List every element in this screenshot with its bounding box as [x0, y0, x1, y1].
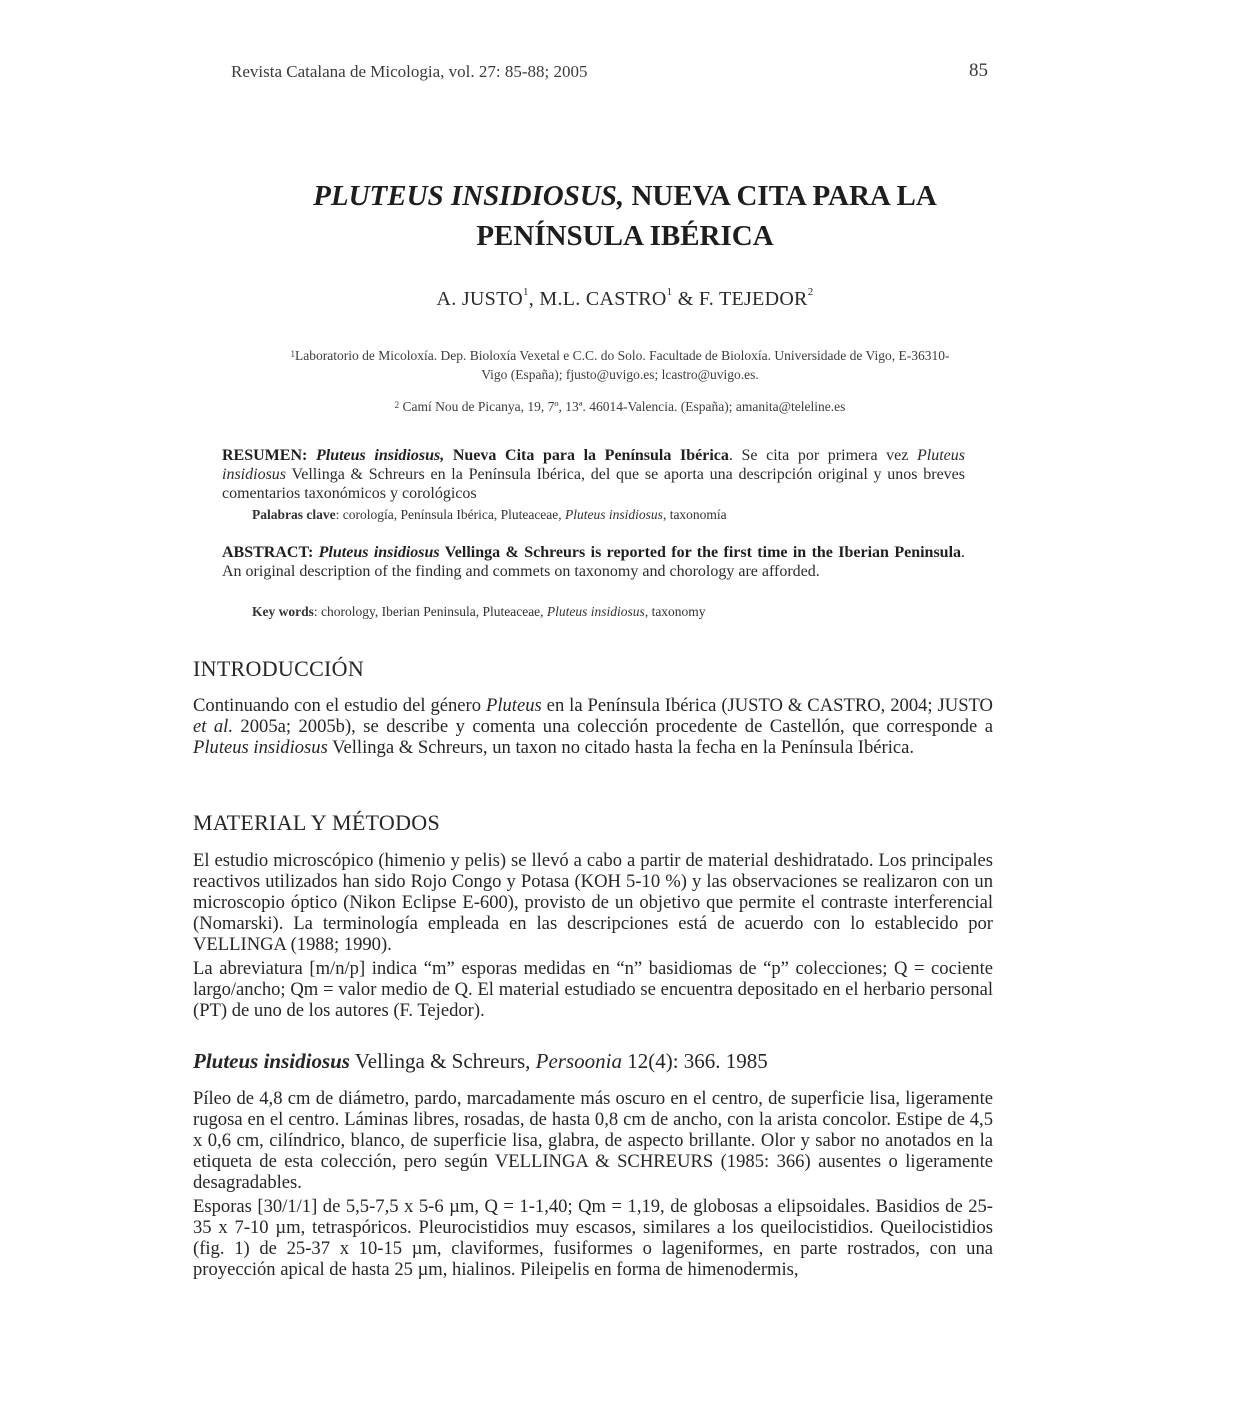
- author-1: A. JUSTO: [436, 288, 523, 310]
- author-3: & F. TEJEDOR: [672, 288, 808, 310]
- resumen-body-lead: . Se cita por primera vez: [728, 447, 918, 464]
- key-words-species: Pluteus insidiosus: [546, 604, 645, 619]
- abstract-label: ABSTRACT:: [222, 544, 314, 561]
- affiliation-1-line-1: [195, 347, 1045, 366]
- section-heading-introduccion: INTRODUCCIÓN: [193, 656, 365, 681]
- palabras-clave-text: : corología, Península Ibérica, Pluteaceae,: [335, 507, 566, 522]
- affiliation-2: [195, 398, 1045, 417]
- intro-genus: Pluteus: [485, 695, 542, 716]
- author-2-affil-mark: 1: [666, 286, 673, 298]
- intro-text-d: Vellinga & Schreurs, un taxon no citado hasta la fecha en la Península Ibérica.: [327, 737, 915, 758]
- intro-et-al: et al.: [193, 716, 233, 737]
- affiliation-2-mark: 2: [394, 400, 400, 410]
- page-number: 85: [969, 60, 988, 81]
- title-line1-rest: NUEVA CITA PARA LA: [624, 180, 937, 212]
- abstract-body: . An original description of the finding and commets on taxonomy and chorology are afforded.: [222, 544, 966, 580]
- abstract-bold-rest: Vellinga & Schreurs is reported for the first time in the Iberian Peninsula: [439, 544, 962, 561]
- species-description-2: Esporas [30/1/1] de 5,5-7,5 x 5-6 µm, Q = 1-1,40; Qm = 1,19, de globosas a elipsoidales. Basidios de 25-35 x 7-10 µm, tetraspóricos. Pleurocistidios muy escasos, similares a los queilocistidios. Queilocistidios (fig. 1) de 25-37 x 10-15 µm, claviformes, fusiformes o lageniformes, en parte rostrados, con una proyección apical de hasta 25 µm, hialinos. Pileipelis en forma de himenodermis,: [193, 1196, 993, 1280]
- intro-text-a: Continuando con el estudio del género: [193, 695, 486, 716]
- affiliation-2-text: Camí Nou de Picanya, 19, 7º, 13ª. 46014-Valencia. (España); amanita@teleline.es: [402, 399, 846, 414]
- author-1-affil-mark: 1: [522, 286, 529, 298]
- intro-text-c: 2005a; 2005b), se describe y comenta una colección procedente de Castellón, que corresponde a: [232, 716, 993, 737]
- material-paragraph-1: El estudio microscópico (himenio y pelis) se llevó a cabo a partir de material deshidratado. Los principales reactivos utilizados han sido Rojo Congo y Potasa (KOH 5-10 %) y las observaciones se realizaron con un microscopio óptico (Nikon Eclipse E-600), provisto de un objetivo que permite el contraste interferencial (Nomarski). La terminología empleada en las descripciones está de acuerdo con lo establecido por VELLINGA (1988; 1990).: [193, 850, 993, 955]
- resumen-title-species: Pluteus insidiosus,: [315, 447, 445, 464]
- resumen-label: RESUMEN:: [222, 447, 308, 464]
- author-2: , M.L. CASTRO: [528, 288, 667, 310]
- material-paragraph-2: La abreviatura [m/n/p] indica “m” esporas medidas en “n” basidiomas de “p” colecciones; Q = cociente largo/ancho; Qm = valor medio de Q. El material estudiado se encuentra depositado en el herbario personal (PT) de uno de los autores (F. Tejedor).: [193, 958, 993, 1021]
- resumen-title: Nueva Cita para la Península Ibérica: [444, 447, 729, 464]
- species-description-1: Píleo de 4,8 cm de diámetro, pardo, marcadamente más oscuro en el centro, de superficie lisa, ligeramente rugosa en el centro. Láminas libres, rosadas, de hasta 0,8 cm de ancho, con la arista concolor. Estipe de 4,5 x 0,6 cm, cilíndrico, blanco, de superficie lisa, glabra, de aspecto brillante. Olor y sabor no anotados en la etiqueta de esta colección, pero según VELLINGA & SCHREURS (1985: 366) ausentes o ligeramente desagradables.: [193, 1088, 993, 1193]
- running-head: Revista Catalana de Micologia, vol. 27: 85-88; 2005: [231, 62, 588, 81]
- article-title: [180, 176, 1070, 256]
- abstract-paragraph: [222, 543, 965, 581]
- section-heading-material: MATERIAL Y MÉTODOS: [193, 810, 440, 835]
- species-name: Pluteus insidiosus: [193, 1049, 350, 1073]
- introduccion-paragraph: [193, 695, 993, 758]
- title-species: PLUTEUS INSIDIOSUS,: [313, 180, 625, 212]
- resumen-body-species: Pluteus insidiosus: [222, 447, 966, 483]
- key-words-end: , taxonomy: [644, 604, 706, 619]
- intro-text-b: en la Península Ibérica (JUSTO & CASTRO, 2004; JUSTO: [541, 695, 993, 716]
- species-citation: 12(4): 366. 1985: [621, 1049, 768, 1073]
- intro-species: Pluteus insidiosus: [193, 737, 328, 758]
- affiliation-1-text: Laboratorio de Micoloxía. Dep. Bioloxía Vexetal e C.C. do Solo. Facultade de Bioloxía. Universidade de Vigo, E-36310-: [295, 348, 950, 363]
- author-list: [180, 288, 1070, 311]
- palabras-clave-label: Palabras clave: [252, 507, 336, 522]
- affiliation-1: [195, 347, 1045, 384]
- resumen-body: Vellinga & Schreurs en la Península Ibérica, del que se aporta una descripción original y unos breves comentarios taxonómicos y corológicos: [222, 466, 965, 502]
- palabras-clave-species: Pluteus insidiosus: [565, 507, 663, 522]
- resumen-paragraph: [222, 446, 965, 503]
- title-line-2: PENÍNSULA IBÉRICA: [476, 220, 774, 252]
- palabras-clave-end: , taxonomía: [662, 507, 727, 522]
- palabras-clave: [252, 507, 952, 523]
- title-line-1: [180, 176, 1070, 216]
- abstract-species: Pluteus insidiosus: [318, 544, 440, 561]
- key-words: [252, 604, 952, 620]
- key-words-label: Key words: [252, 604, 314, 619]
- species-journal: Persoonia: [535, 1049, 622, 1073]
- species-authority: Vellinga & Schreurs,: [349, 1049, 536, 1073]
- affiliation-1-line-2: Vigo (España); fjusto@uvigo.es; lcastro@uvigo.es.: [481, 366, 759, 382]
- species-heading: [193, 1049, 768, 1074]
- affiliation-1-mark: 1: [290, 349, 296, 359]
- key-words-text: : chorology, Iberian Peninsula, Pluteaceae,: [313, 604, 547, 619]
- author-3-affil-mark: 2: [807, 286, 814, 298]
